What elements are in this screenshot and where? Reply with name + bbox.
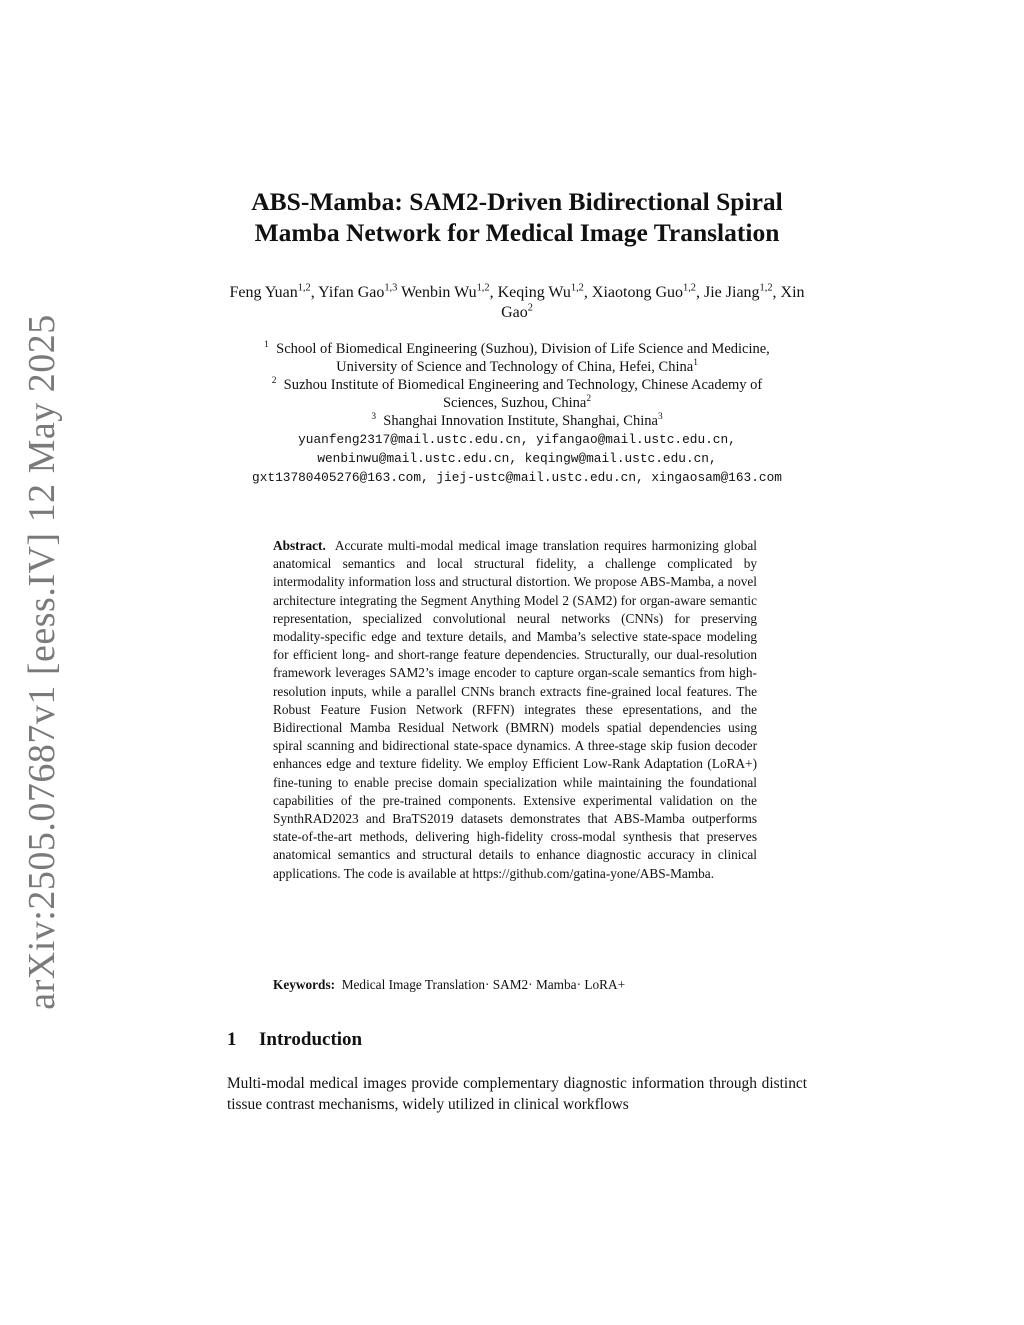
keywords-label: Keywords: <box>273 977 336 992</box>
author-name: Wenbin Wu <box>401 284 477 301</box>
arxiv-identifier: arXiv:2505.07687v1 [eess.IV] 12 May 2025 <box>21 314 63 1010</box>
affiliation-3: $^3$ Shanghai Innovation Institute, Shanghai, China$^3$ <box>371 412 663 429</box>
email-line-3: gxt13780405276@163.com, jiej-ustc@mail.ustc.edu.cn, xingaosam@163.com <box>252 470 782 485</box>
author-affil: 1,3 <box>384 282 398 294</box>
author-affil: 2 <box>527 302 533 314</box>
author-name: Feng Yuan <box>229 284 298 301</box>
author-affil: 1,2 <box>683 282 696 294</box>
affiliation-2-cont: Sciences, Suzhou, China$^2$ <box>442 394 592 411</box>
affiliation-1: $^1$ School of Biomedical Engineering (Suzhou), Division of Life Science and Medicine, <box>264 340 770 357</box>
email-line-1: yuanfeng2317@mail.ustc.edu.cn, yifangao@mail.ustc.edu.cn, <box>298 432 736 447</box>
author-affil: 1,2 <box>759 282 773 294</box>
section-heading <box>227 1029 362 1051</box>
abstract-label: Abstract. <box>273 538 326 553</box>
author-affil: 1,2 <box>476 282 490 294</box>
author-name: Xin Gao <box>501 284 805 321</box>
author-affil: 1,2 <box>297 282 311 294</box>
keywords <box>273 976 757 994</box>
affiliations <box>226 340 808 487</box>
affiliation-2: $^2$ Suzhou Institute of Biomedical Engineering and Technology, Chinese Academy of <box>271 376 763 393</box>
section-number: 1 <box>227 1029 237 1050</box>
author-affil: 1,2 <box>570 282 584 294</box>
affiliation-1-cont: University of Science and Technology of China, Hefei, China$^1$ <box>336 358 698 375</box>
section-title: Introduction <box>259 1029 363 1050</box>
author-list: Feng Yuan$^{1,2}$, Yifan Gao$^{1,3}$ Wenbin Wu$^{1,2}$, Keqing Wu$^{1,2}$, Xiaotong Guo$^{1,2}$, Jie Jiang$^{1,2}$, Xin Gao$^2$ <box>229 282 805 321</box>
title-line-1: ABS-Mamba: SAM2-Driven Bidirectional Spiral <box>251 187 783 216</box>
author-name: Keqing Wu <box>497 284 571 301</box>
abstract <box>273 537 757 883</box>
author-name: Jie Jiang <box>704 284 760 301</box>
email-line-2: wenbinwu@mail.ustc.edu.cn, keqingw@mail.ustc.edu.cn, <box>317 451 717 466</box>
author-name: Xiaotong Guo <box>591 284 683 301</box>
body-paragraph: Multi-modal medical images provide complementary diagnostic information through distinct tissue contrast mechanisms, widely utilized in clinical workflows <box>227 1075 807 1113</box>
paper-title <box>226 186 808 248</box>
keywords-text: Medical Image Translation· SAM2· Mamba· LoRA+ <box>341 977 626 992</box>
abstract-text: Accurate multi-modal medical image translation requires harmonizing global anatomical semantics and local structural fidelity, a challenge complicated by intermodality information loss and structural distortion. We propose ABS-Mamba, a novel architecture integrating the Segment Anything Model 2 (SAM2) for organ-aware semantic representation, specialized convolutional neural networks (CNNs) for preserving modality-specific edge and texture details, and Mamba’s selective state-space modeling for efficient long- and short-range feature dependencies. Structurally, our dual-resolution framework leverages SAM2’s image encoder to capture organ-scale semantics from high-resolution inputs, while a parallel CNNs branch extracts fine-grained local features. The Robust Feature Fusion Network (RFFN) integrates these epresentations, and the Bidirectional Mamba Residual Network (BMRN) models spatial dependencies using spiral scanning and bidirectional state-space dynamics. A three-stage skip fusion decoder enhances edge and texture fidelity. We employ Efficient Low-Rank Adaptation (LoRA+) fine-tuning to enable precise domain specialization while maintaining the foundational capabilities of the pre-trained components. Extensive experimental validation on the SynthRAD2023 and BraTS2019 datasets demonstrates that ABS-Mamba outperforms state-of-the-art methods, delivering high-fidelity cross-modal synthesis that preserves anatomical semantics and structural details to enhance diagnostic accuracy in clinical applications. The code is available at https://github.com/gatina-yone/ABS-Mamba. <box>273 538 757 881</box>
author-name: Yifan Gao <box>318 284 385 301</box>
title-line-2: Mamba Network for Medical Image Translation <box>254 218 780 247</box>
